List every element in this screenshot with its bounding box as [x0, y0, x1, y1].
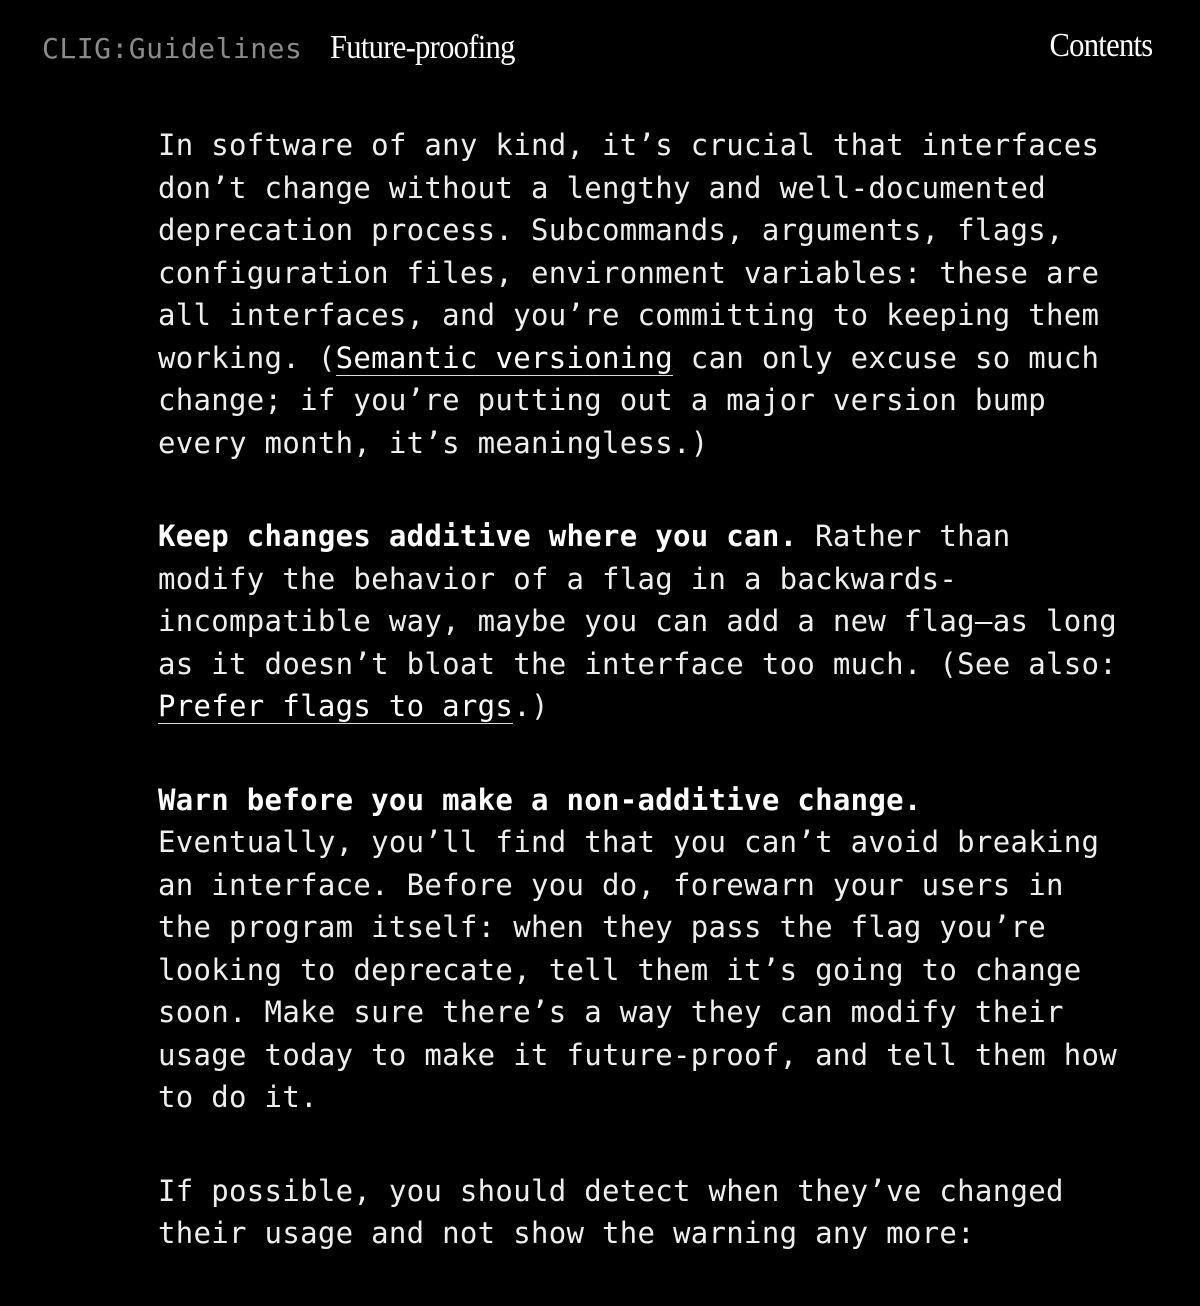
paragraph-warn-before-change [158, 779, 1118, 1119]
paragraph-additive-changes [158, 515, 1118, 728]
paragraph-interfaces [158, 124, 1118, 464]
top-bar [0, 0, 1200, 96]
paragraph-text: Eventually, you’ll find that you can’t avoid breaking an interface. Before you do, forewarn your users in the program itself: when they pass the flag you’re looking to deprecate, tell them it’s going to change soon. Make sure there’s a way they can modify their usage today to make it future-proof, and tell them how to do it. [158, 825, 1118, 1114]
paragraph-detect-usage [158, 1170, 1118, 1255]
paragraph-text: Rather than modify the behavior of a flag in a backwards-incompatible way, maybe you can add a new flag—as long as it doesn’t bloat the interface too much. (See also: [158, 519, 1118, 681]
guideline-heading: Warn before you make a non-additive change. [158, 782, 922, 817]
contents-link[interactable]: Contents [1048, 27, 1152, 64]
paragraph-text: can only excuse so much change; if you’re putting out a major version bump every month, it’s meaningless.) [158, 340, 1100, 460]
paragraph-text: In software of any kind, it’s crucial that interfaces don’t change without a lengthy and well-documented deprecation process. Subcommands, arguments, flags, configuration files, environment variables: these are all interfaces, and you’re committing to keeping them working. ( [158, 128, 1100, 375]
paragraph-text: If possible, you should detect when they’ve changed their usage and not show the warning any more: [158, 1173, 1064, 1250]
guideline-heading: Keep changes additive where you can. [158, 519, 798, 553]
prefer-flags-to-args-link[interactable]: Prefer flags to args [158, 689, 514, 723]
site-home-link[interactable]: CLIG:Guidelines [42, 32, 303, 65]
section-title: Future-proofing [330, 29, 515, 66]
paragraph-text: .) [513, 689, 549, 723]
article-body [158, 124, 1118, 1306]
semantic-versioning-link[interactable]: Semantic versioning [335, 340, 674, 375]
